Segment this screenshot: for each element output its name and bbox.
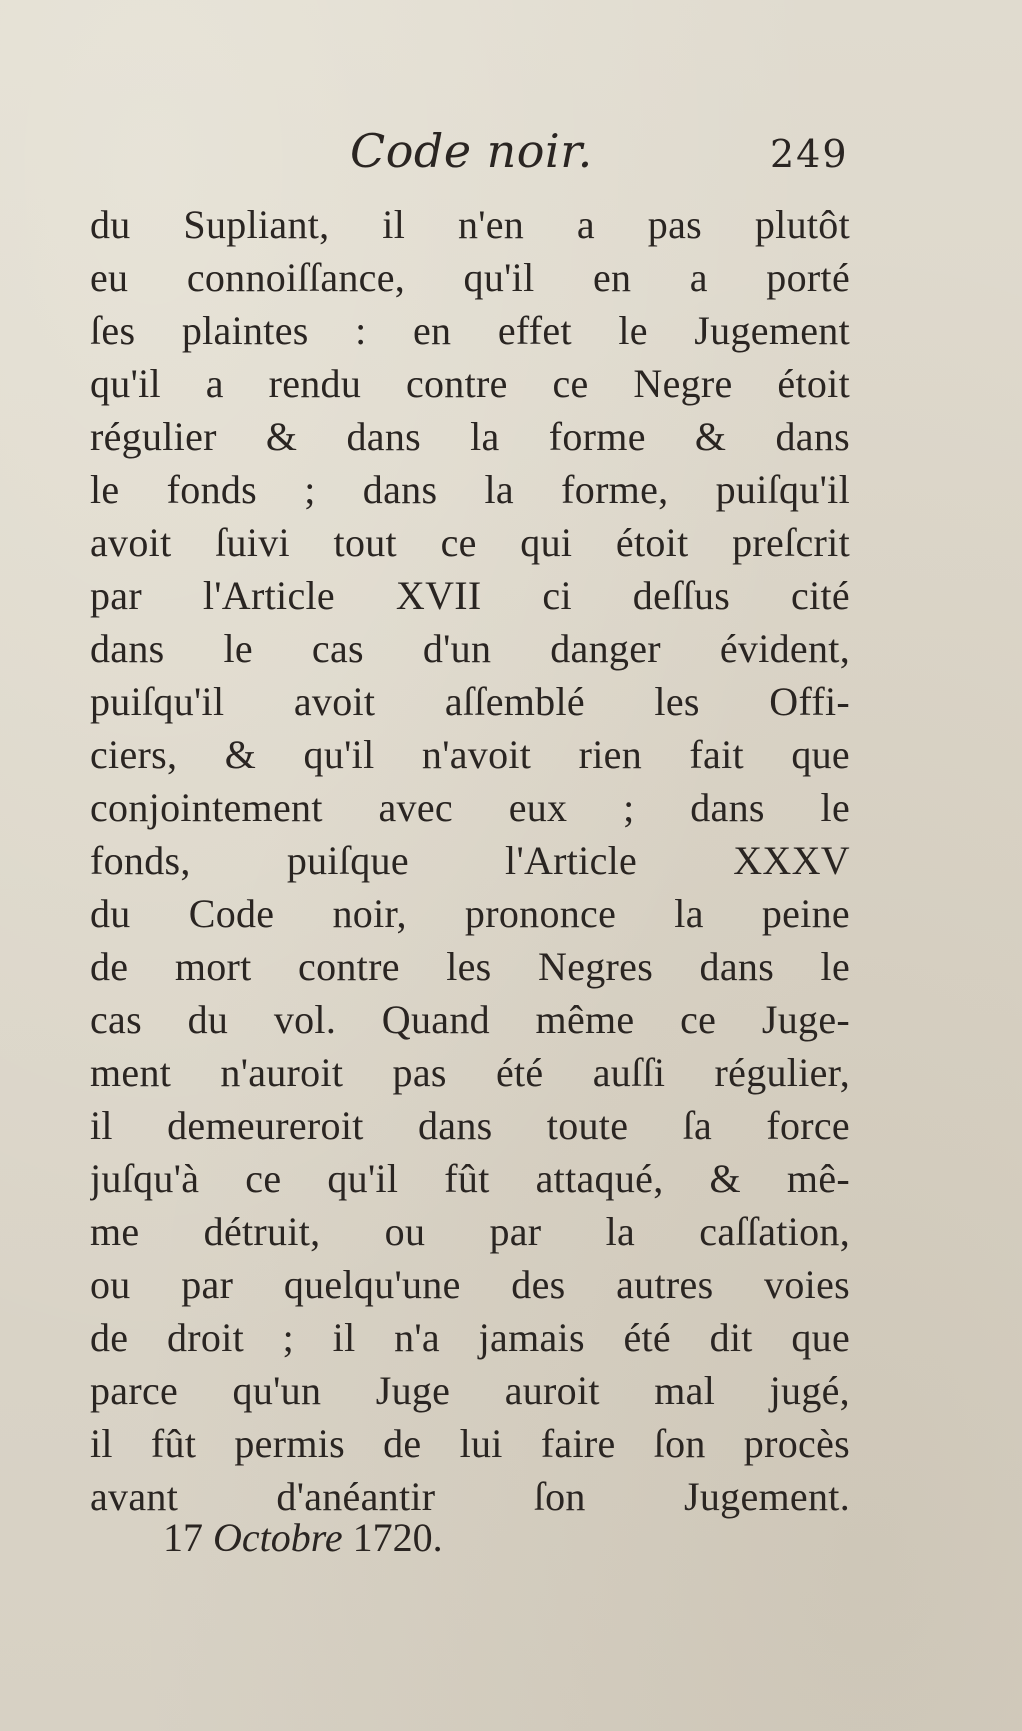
date-line: [163, 1514, 443, 1561]
text-line: par l'Article XVII ci deſſus cité: [90, 573, 850, 618]
text-line: il fût permis de lui faire ſon procès: [90, 1421, 850, 1466]
body-text: [90, 198, 850, 1523]
text-line: de droit ; il n'a jamais été dit que: [90, 1315, 850, 1360]
text-line: juſqu'à ce qu'il fût attaqué, & mê-: [90, 1156, 850, 1201]
text-line: dans le cas d'un danger évident,: [90, 626, 850, 671]
text-line: du Code noir, prononce la peine: [90, 891, 850, 936]
page-number: 249: [770, 132, 849, 176]
text-line: parce qu'un Juge auroit mal jugé,: [90, 1368, 850, 1413]
text-line: ciers, & qu'il n'avoit rien fait que: [90, 732, 850, 777]
text-line: le fonds ; dans la forme, puiſqu'il: [90, 467, 850, 512]
text-line: régulier & dans la forme & dans: [90, 414, 850, 459]
text-line: ſes plaintes : en effet le Jugement: [90, 308, 850, 353]
text-line: cas du vol. Quand même ce Juge-: [90, 997, 850, 1042]
text-line: conjointement avec eux ; dans le: [90, 785, 850, 830]
text-line: ment n'auroit pas été auſſi régulier,: [90, 1050, 850, 1095]
running-header: [0, 124, 1022, 184]
text-line: avoit ſuivi tout ce qui étoit preſcrit: [90, 520, 850, 565]
running-title: Code noir.: [350, 124, 593, 178]
text-line: du Supliant, il n'en a pas plutôt: [90, 202, 850, 247]
date-month: Octobre: [213, 1515, 343, 1560]
text-line: de mort contre les Negres dans le: [90, 944, 850, 989]
text-line: il demeureroit dans toute ſa force: [90, 1103, 850, 1148]
text-line: ou par quelqu'une des autres voies: [90, 1262, 850, 1307]
text-line: puiſqu'il avoit aſſemblé les Offi-: [90, 679, 850, 724]
text-line: avant d'anéantir ſon Jugement.: [90, 1474, 850, 1519]
date-day: 17: [163, 1515, 203, 1560]
text-line: fonds, puiſque l'Article XXXV: [90, 838, 850, 883]
text-line: me détruit, ou par la caſſation,: [90, 1209, 850, 1254]
text-line: eu connoiſſance, qu'il en a porté: [90, 255, 850, 300]
date-year: 1720.: [352, 1515, 443, 1560]
text-line: qu'il a rendu contre ce Negre étoit: [90, 361, 850, 406]
